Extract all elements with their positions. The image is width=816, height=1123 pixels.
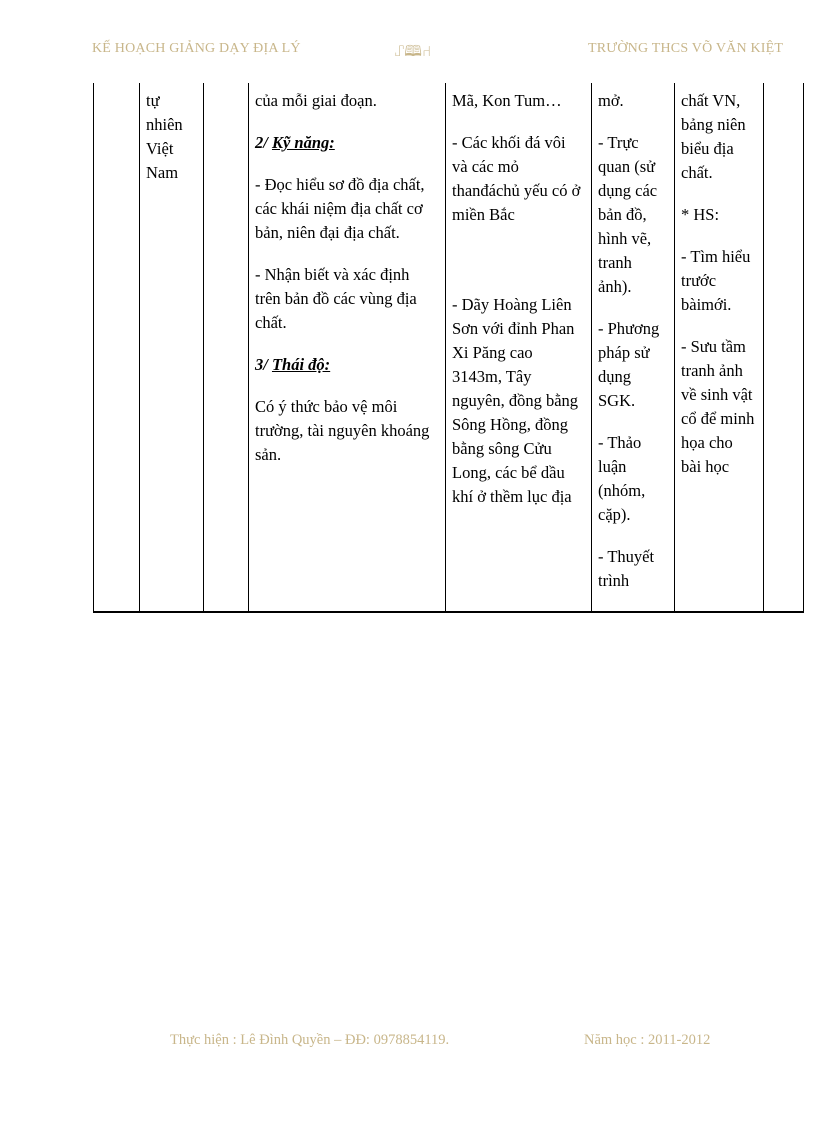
table-cell-topic [140,83,204,612]
content-text: - Các khối đá vôi và các mỏ thanđáchủ yếu có ở miền Bắc [452,133,581,224]
content-text: Mã, Kon Tum… [452,91,562,110]
table-cell-content [446,83,592,612]
preparation-text: - Sưu tầm tranh ảnh về sinh vật cổ để minh họa cho bài học [681,337,755,476]
footer-school-year: Năm học : 2011-2012 [584,1032,711,1048]
table-cell-objectives [249,83,446,612]
table-cell-col3 [204,83,249,612]
method-text: - Trực quan (sử dụng các bản đồ, hình vẽ, tranh ảnh). [598,133,658,296]
lesson-plan-table [93,83,804,613]
topic-line: tự nhiên [146,91,183,134]
skill-item: - Nhận biết và xác định trên bản đồ các vùng địa chất. [255,265,417,332]
attitude-text: Có ý thức bảo vệ môi trường, tài nguyên khoáng sản. [255,397,430,464]
footer-author: Thực hiện : Lê Đình Quyền – ĐĐ: 0978854119. [170,1032,450,1048]
preparation-text: * HS: [681,205,720,224]
table-cell-col1 [94,83,140,612]
method-text: mở. [598,91,624,110]
table-cell-preparation [675,83,764,612]
method-text: - Thuyết trình [598,547,655,590]
skill-item: - Đọc hiểu sơ đồ địa chất, các khái niệm địa chất cơ bản, niên đại địa chất. [255,175,425,242]
header-left-title: KẾ HOẠCH GIẢNG DẠY ĐỊA LÝ [92,41,301,56]
preparation-text: chất VN, bảng niên biểu địa chất. [681,91,746,182]
table-cell-col8 [764,83,804,612]
method-text: - Phương pháp sử dụng SGK. [598,319,660,410]
content-text: - Dãy Hoàng Liên Sơn với đỉnh Phan Xi Păng cao 3143m, Tây nguyên, đồng bằng Sông Hồng, đồng bằng sông Cửu Long, các bể dầu khí ở thềm lục địa [452,295,579,506]
topic-line: Nam [146,163,179,182]
attitude-heading: 3/ Thái độ: [255,355,331,374]
topic-line: Việt [146,139,174,158]
preparation-text: - Tìm hiểu trước bàimới. [681,247,751,314]
method-text: - Thảo luận (nhóm, cặp). [598,433,646,524]
skills-heading: 2/ Kỹ năng: [255,133,335,152]
header-ornament: ⑀🕮⑁ [395,44,432,60]
table-cell-methods [592,83,675,612]
header-school-name: TRƯỜNG THCS VÕ VĂN KIỆT [588,41,784,56]
table-row [94,83,804,612]
objective-text: của mỗi giai đoạn. [255,91,377,110]
